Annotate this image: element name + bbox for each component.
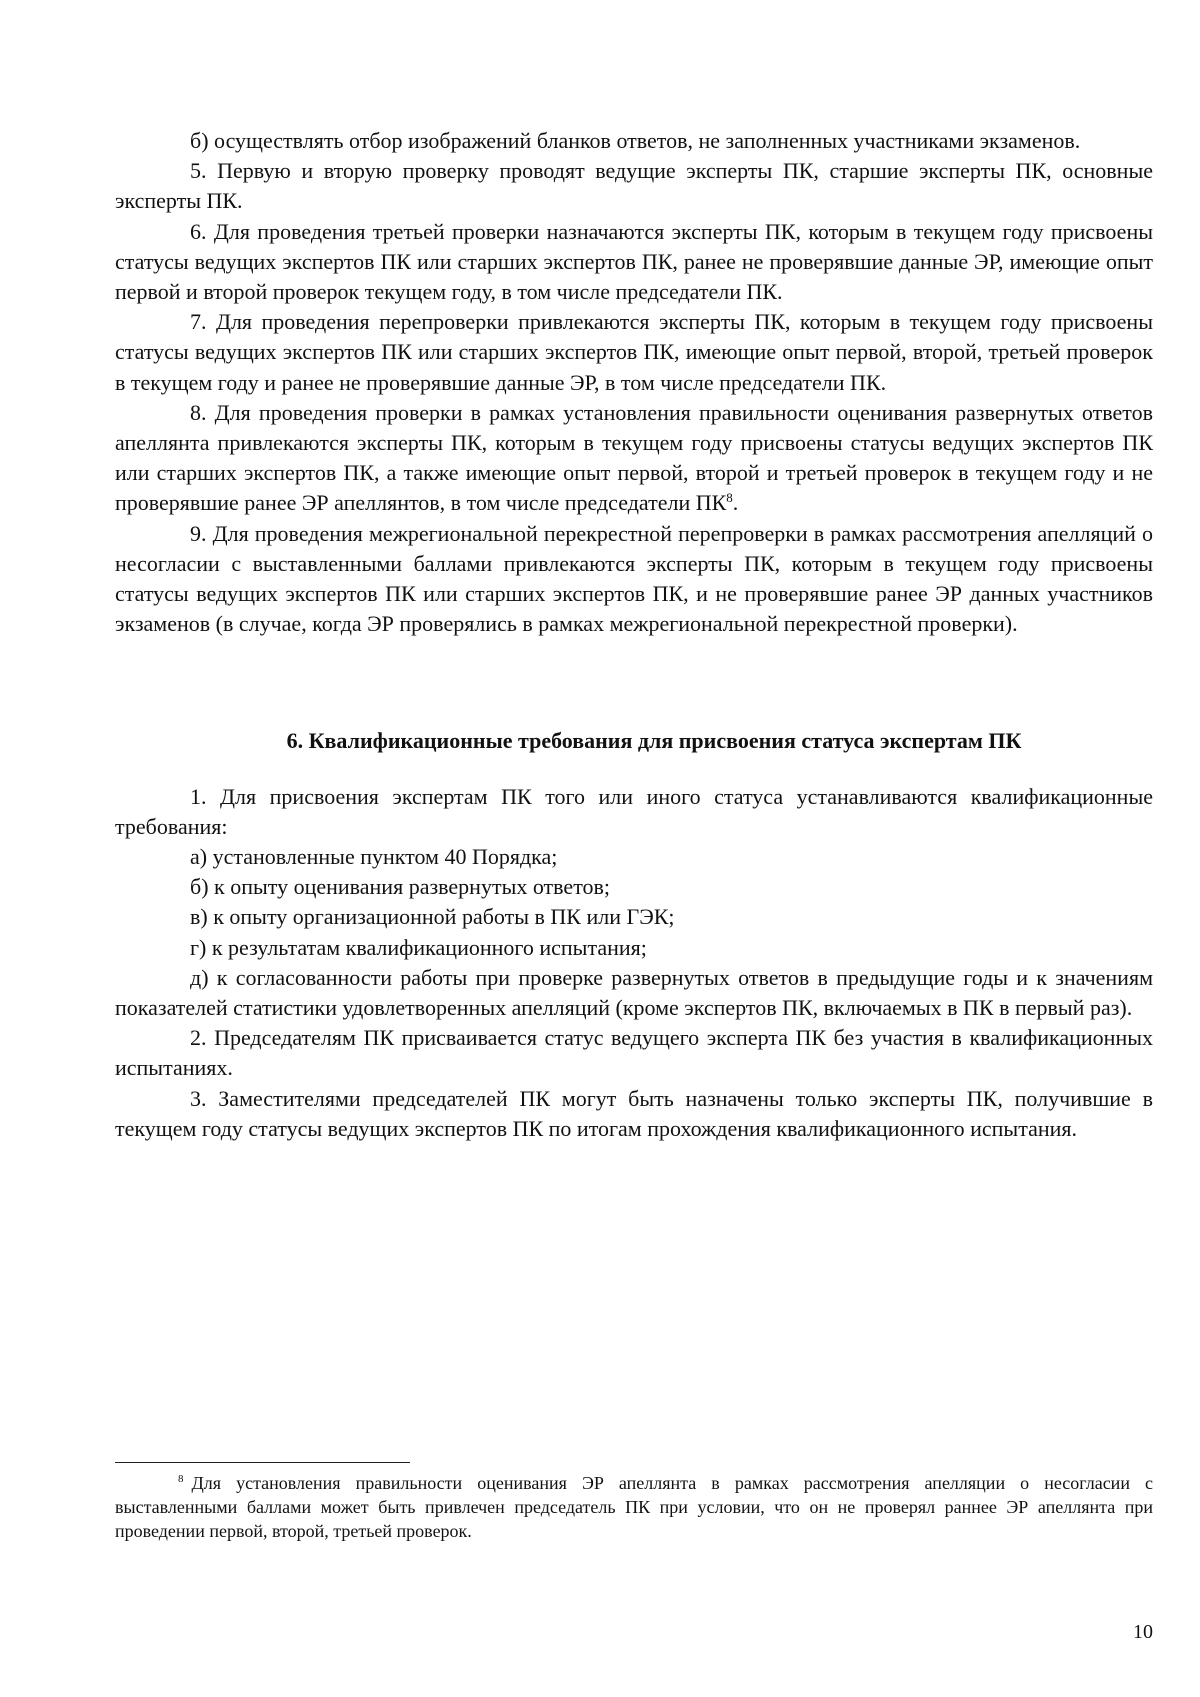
footnote-marker: 8: [178, 1473, 184, 1485]
paragraph-8-end: .: [732, 490, 739, 516]
page-number: 10: [1133, 1621, 1153, 1643]
requirement-g: г) к результатам квалификационного испытания;: [190, 934, 647, 960]
paragraph-7-recheck: 7. Для проведения перепроверки привлекаются эксперты ПК, которым в текущем году присвоены статусы ведущих экспертов ПК или старших экспертов ПК, имеющие опыт первой, второй, третьей проверок в текущем году и ранее не проверявшие данные ЭР, в том числе председатели ПК.: [115, 309, 1153, 395]
footnote-divider: [115, 1462, 410, 1463]
section-paragraph-3: 3. Заместителями председателей ПК могут быть назначены только эксперты ПК, получившие в текущем году статусы ведущих экспертов ПК по итогам прохождения квалификационного испытания.: [115, 1085, 1153, 1141]
paragraph-5-first-second-check: 5. Первую и вторую проверку проводят ведущие эксперты ПК, старшие эксперты ПК, основные эксперты ПК.: [115, 158, 1153, 214]
footnote: [115, 1471, 1153, 1543]
paragraph-8-appeal-check: [115, 398, 1153, 519]
footnote-reference: 8: [726, 490, 733, 506]
section-paragraph-1: 1. Для присвоения экспертам ПК того или иного статуса устанавливаются квалификационные требования:: [115, 783, 1153, 839]
section-heading: 6. Квалификационные требования для присвоения статуса экспертам ПК: [286, 728, 1022, 754]
requirement-b: б) к опыту оценивания развернутых ответов;: [190, 874, 611, 900]
main-text: [115, 126, 1153, 1144]
footnote-text: Для установления правильности оценивания ЭР апеллянта в рамках рассмотрения апелляции о несогласии с выставленными баллами может быть привлечен председатель ПК при условии, что он не проверял раннее ЭР апеллянта при проведении первой, второй, третьей проверок.: [115, 1473, 1153, 1541]
paragraph-b-selection: б) осуществлять отбор изображений бланков ответов, не заполненных участниками экзаменов.: [190, 128, 1081, 153]
paragraph-6-third-check: 6. Для проведения третьей проверки назначаются эксперты ПК, которым в текущем году присвоены статусы ведущих экспертов ПК или старших экспертов ПК, ранее не проверявшие данные ЭР, имеющие опыт первой и второй проверок текущем году, в том числе председатели ПК.: [115, 218, 1153, 305]
paragraph-9-interregional-recheck: 9. Для проведения межрегиональной перекрестной перепроверки в рамках рассмотрения апелляций о несогласии с выставленными баллами привлекаются эксперты ПК, которым в текущем году присвоены статусы ведущих экспертов ПК или старших экспертов ПК, и не проверявшие ранее ЭР данных участников экзаменов (в случае, когда ЭР проверялись в рамках межрегиональной перекрестной проверки).: [115, 520, 1153, 637]
paragraph-8-text: 8. Для проведения проверки в рамках установления правильности оценивания развернутых ответов апеллянта привлекаются эксперты ПК, которым в текущем году присвоены статусы ведущих экспертов ПК или старших экспертов ПК, а также имеющие опыт первой, второй и третьей проверок в текущем году и не проверявшие ранее ЭР апеллянтов, в том числе председатели ПК: [115, 399, 1153, 516]
requirement-d: д) к согласованности работы при проверке развернутых ответов в предыдущие годы и к значениям показателей статистики удовлетворенных апелляций (кроме экспертов ПК, включаемых в ПК в первый раз).: [115, 964, 1153, 1021]
requirement-a: а) установленные пунктом 40 Порядка;: [190, 844, 558, 870]
section-paragraph-2: 2. Председателям ПК присваивается статус ведущего эксперта ПК без участия в квалификационных испытаниях.: [115, 1025, 1153, 1081]
requirement-v: в) к опыту организационной работы в ПК или ГЭК;: [190, 904, 675, 930]
